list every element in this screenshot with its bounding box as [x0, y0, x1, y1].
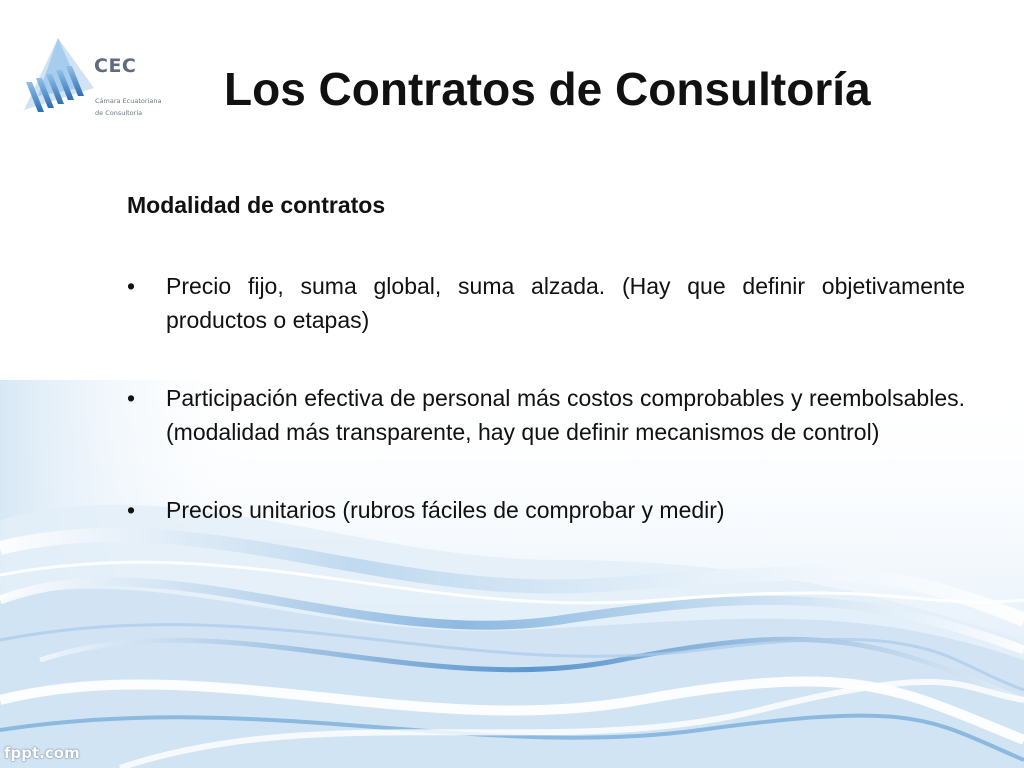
bullet-item [127, 493, 965, 527]
bullet-marker: • [127, 385, 136, 411]
bullet-list [127, 269, 965, 527]
logo-name-line-2: de Consultoría [95, 109, 143, 117]
cec-logo [14, 30, 204, 140]
logo-name-line-1: Cámara Ecuatoriana [95, 97, 162, 105]
logo-organization-name [95, 95, 195, 119]
watermark: fppt.com [4, 744, 80, 762]
bullet-marker: • [127, 273, 136, 299]
bullet-text: Precio fijo, suma global, suma alzada. (Hay que definir objetivamente productos o etapas) [166, 273, 965, 333]
slide-subtitle: Modalidad de contratos [127, 192, 386, 218]
logo-abbreviation: CEC [94, 55, 137, 77]
bullet-item [127, 269, 965, 337]
bullet-item [127, 381, 965, 449]
bullet-text: Participación efectiva de personal más costos comprobables y reembolsables. (modalidad más transparente, hay que definir mecanismos de control) [166, 385, 965, 445]
slide-title: Los Contratos de Consultoría [224, 63, 871, 115]
bullet-marker: • [127, 497, 136, 523]
cec-logo-mark [14, 30, 94, 140]
bullet-text: Precios unitarios (rubros fáciles de comprobar y medir) [166, 497, 725, 523]
